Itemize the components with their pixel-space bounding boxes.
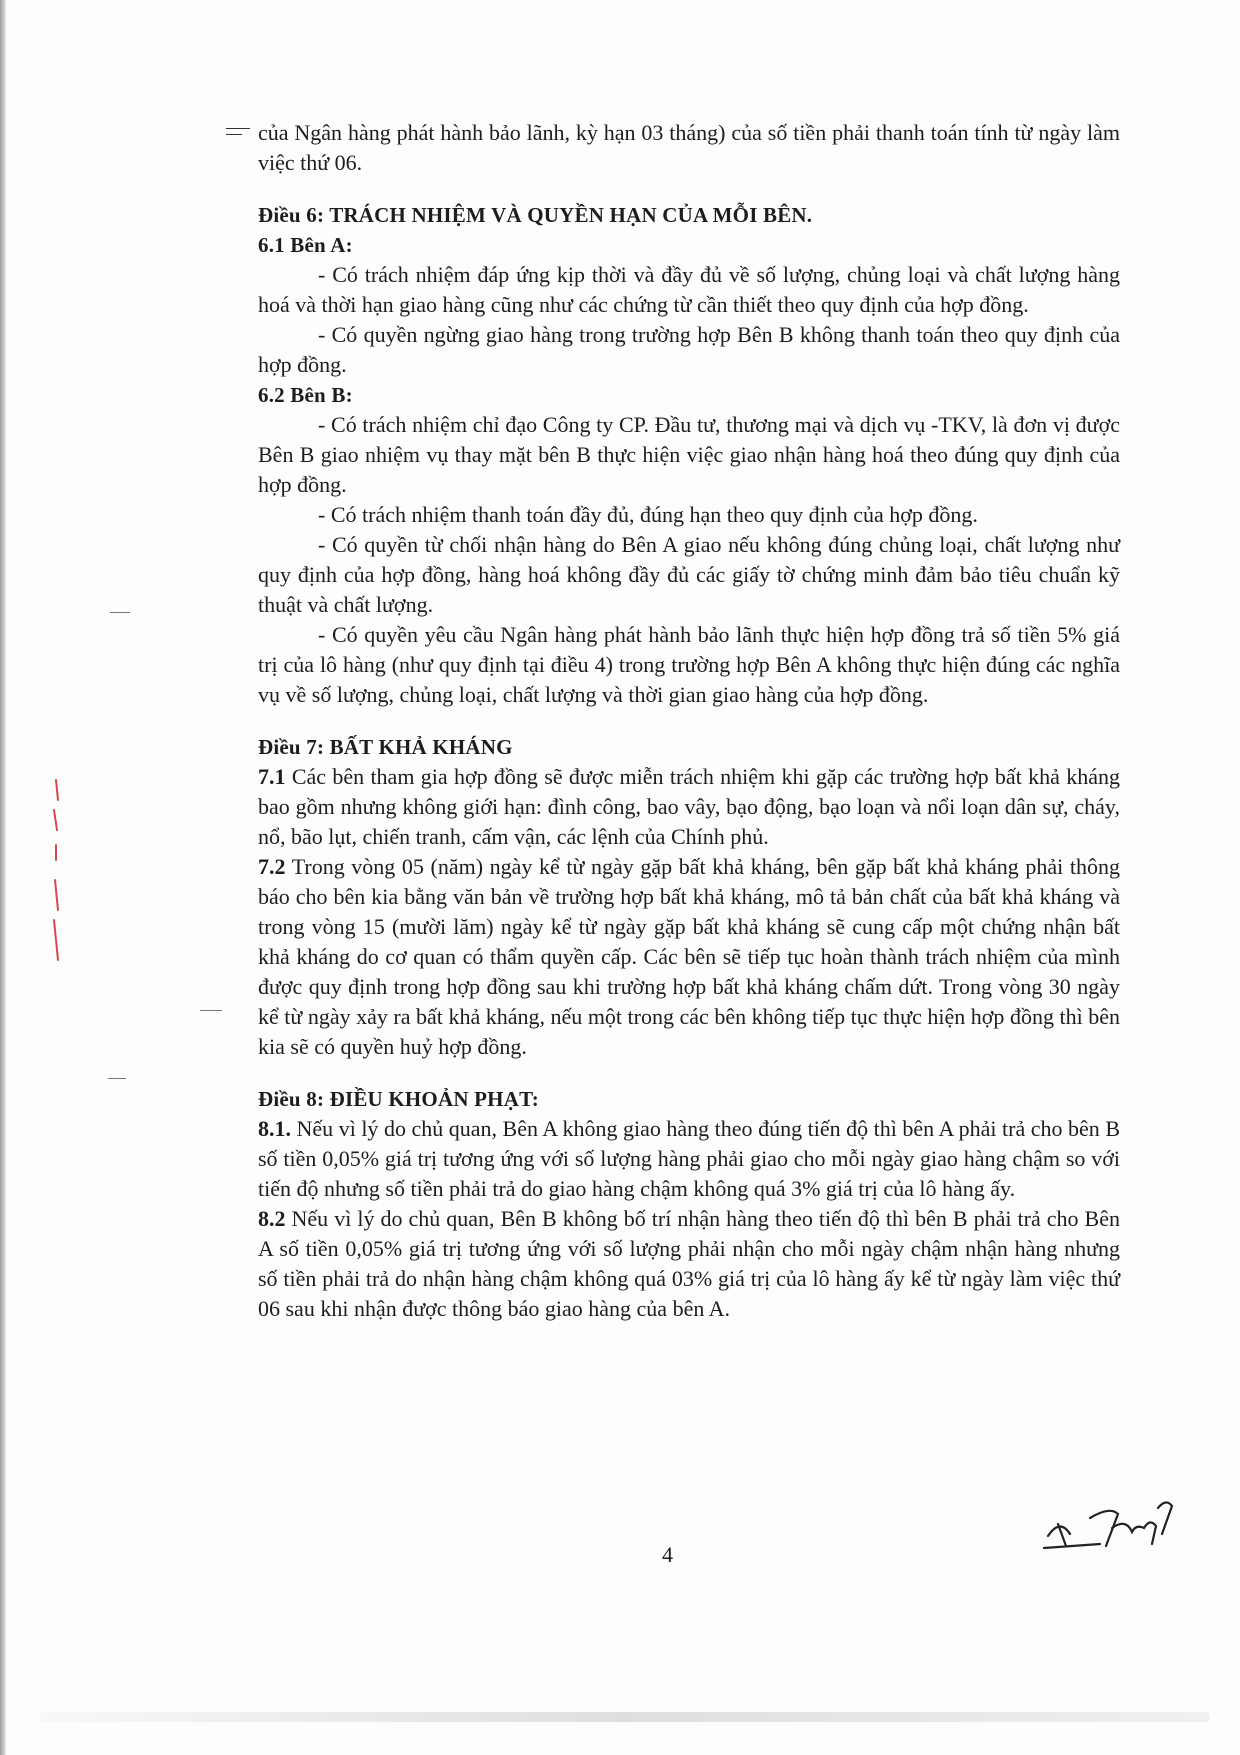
intro-text: của Ngân hàng phát hành bảo lãnh, kỳ hạn 03 tháng) của số tiền phải thanh toán tính từ ngày làm việc thứ 06. bbox=[258, 120, 1120, 175]
clause-number: 8.2 bbox=[258, 1206, 286, 1231]
clause-text: Các bên tham gia hợp đồng sẽ được miễn trách nhiệm khi gặp các trường hợp bất khả kháng bao gồm nhưng không giới hạn: đình công, bao vây, bạo động, bạo loạn và nổi loạn dân sự, cháy, nổ, bão lụt, chiến tranh, cấm vận, các lệnh của Chính phủ. bbox=[258, 764, 1120, 849]
scan-smudge bbox=[40, 1712, 1210, 1722]
article-8-heading: Điều 8: ĐIỀU KHOẢN PHẠT: bbox=[258, 1087, 539, 1111]
signature bbox=[1040, 1488, 1190, 1558]
clause-number: 8.1. bbox=[258, 1116, 291, 1141]
clause-text: Trong vòng 05 (năm) ngày kể từ ngày gặp bất khả kháng, bên gặp bất khả kháng phải thông báo cho bên kia bằng văn bản về trường hợp bất khả kháng, mô tả bản chất của bất khả kháng và trong vòng 15 (mười lăm) ngày kể từ ngày gặp bất khả kháng sẽ cung cấp một chứng nhận bất khả kháng do cơ quan có thẩm quyền cấp. Các bên sẽ tiếp tục hoàn thành trách nhiệm của mình được quy định trong hợp đồng sau khi trường hợp bất khả kháng chấm dứt. Trong vòng 30 ngày kể từ ngày xảy ra bất khả kháng, nếu một trong các bên không tiếp tục thực hiện hợp đồng thì bên kia sẽ có quyền huỷ hợp đồng. bbox=[258, 854, 1120, 1059]
paragraph-8-2 bbox=[258, 1204, 1120, 1324]
scan-edge bbox=[0, 0, 6, 1755]
article-6-heading: Điều 6: TRÁCH NHIỆM VÀ QUYỀN HẠN CỦA MỖI BÊN. bbox=[258, 203, 813, 227]
margin-mark bbox=[226, 128, 250, 129]
section-6-2-title: 6.2 Bên B: bbox=[258, 383, 353, 407]
margin-mark bbox=[108, 1078, 126, 1079]
list-item: - Có trách nhiệm chỉ đạo Công ty CP. Đầu tư, thương mại và dịch vụ -TKV, là đơn vị được Bên B giao nhiệm vụ thay mặt bên B thực hiện việc giao nhận hàng hoá theo đúng quy định của hợp đồng. bbox=[258, 412, 1120, 497]
paragraph-8-1 bbox=[258, 1114, 1120, 1204]
clause-number: 7.1 bbox=[258, 764, 286, 789]
margin-mark bbox=[226, 134, 242, 135]
red-stamp-mark bbox=[46, 770, 66, 970]
clause-text: Nếu vì lý do chủ quan, Bên B không bố trí nhận hàng theo tiến độ thì bên B phải trả cho Bên A số tiền 0,05% giá trị tương ứng với số lượng phải nhận cho mỗi ngày chậm nhận hàng nhưng số tiền phải trả do nhận hàng chậm không quá 03% giá trị của lô hàng ấy kể từ ngày làm việc thứ 06 sau khi nhận được thông báo giao hàng của bên A. bbox=[258, 1206, 1120, 1321]
clause-number: 7.2 bbox=[258, 854, 286, 879]
document-body bbox=[258, 118, 1120, 1324]
list-item: - Có quyền yêu cầu Ngân hàng phát hành bảo lãnh thực hiện hợp đồng trả số tiền 5% giá trị của lô hàng (như quy định tại điều 4) trong trường hợp Bên A không thực hiện đúng các nghĩa vụ về số lượng, chủng loại, chất lượng và thời gian giao hàng của hợp đồng. bbox=[258, 622, 1120, 707]
clause-text: Nếu vì lý do chủ quan, Bên A không giao hàng theo đúng tiến độ thì bên A phải trả cho bên B số tiền 0,05% giá trị tương ứng với số lượng hàng phải giao cho mỗi ngày giao hàng chậm so với tiến độ nhưng số tiền phải trả do giao hàng chậm không quá 3% giá trị của lô hàng ấy. bbox=[258, 1116, 1120, 1201]
margin-mark bbox=[200, 1010, 222, 1011]
margin-mark bbox=[110, 612, 130, 613]
list-item: - Có trách nhiệm đáp ứng kịp thời và đầy đủ về số lượng, chủng loại và chất lượng hàng hoá và thời hạn giao hàng cũng như các chứng từ cần thiết theo quy định của hợp đồng. bbox=[258, 262, 1120, 317]
page-number: 4 bbox=[662, 1542, 673, 1567]
list-item: - Có trách nhiệm thanh toán đầy đủ, đúng hạn theo quy định của hợp đồng. bbox=[318, 502, 978, 527]
paragraph-7-2 bbox=[258, 852, 1120, 1062]
article-7-heading: Điều 7: BẤT KHẢ KHÁNG bbox=[258, 735, 513, 759]
list-item: - Có quyền từ chối nhận hàng do Bên A giao nếu không đúng chủng loại, chất lượng như quy định của hợp đồng, hàng hoá không đầy đủ các giấy tờ chứng minh đảm bảo tiêu chuẩn kỹ thuật và chất lượng. bbox=[258, 532, 1120, 617]
list-item: - Có quyền ngừng giao hàng trong trường hợp Bên B không thanh toán theo quy định của hợp đồng. bbox=[258, 322, 1120, 377]
paragraph-7-1 bbox=[258, 762, 1120, 852]
section-6-1-title: 6.1 Bên A: bbox=[258, 233, 353, 257]
